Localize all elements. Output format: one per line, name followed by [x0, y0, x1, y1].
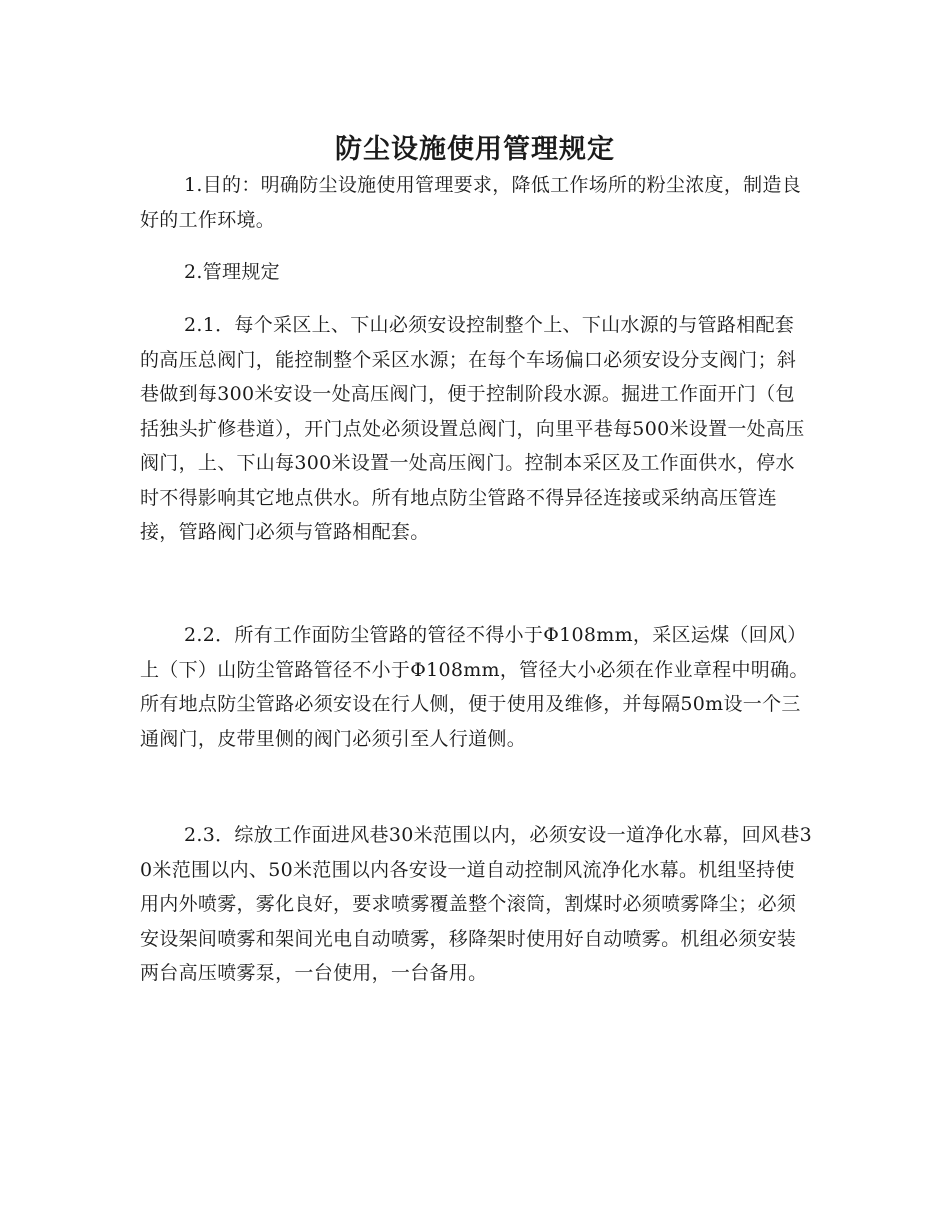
paragraph-section-heading: 2.管理规定 — [184, 261, 280, 283]
paragraph-purpose: 1.目的：明确防尘设施使用管理要求，降低工作场所的粉尘浓度，制造良好的工作环境。 — [140, 174, 802, 231]
paragraph-2-1: 2.1．每个采区上、下山必须安设控制整个上、下山水源的与管路相配套的高压总阀门，能控制整个采区水源；在每个车场偏口必须安设分支阀门；斜巷做到每300米安设一处高压阀门，便于控制阶段水源。掘进工作面开门（包括独头扩修巷道），开门点处必须设置总阀门，向里平巷每500米设置一处高压阀门，上、下山每300米设置一处高压阀门。控制本采区及工作面供水，停水时不得影响其它地点供水。所有地点防尘管路不得异径连接或采纳高压管连接，管路阀门必须与管路相配套。 — [140, 314, 805, 543]
paragraph-2-2: 2.2．所有工作面防尘管路的管径不得小于Φ108mm，采区运煤（回风）上（下）山防尘管路管径不小于Φ108mm，管径大小必须在作业章程中明确。所有地点防尘管路必须安设在行人侧，便于使用及维修，并每隔50m设一个三通阀门，皮带里侧的阀门必须引至人行道侧。 — [140, 624, 809, 750]
document-title: 防尘设施使用管理规定 — [335, 134, 615, 166]
paragraph-2-3: 2.3．综放工作面进风巷30米范围以内，必须安设一道净化水幕，回风巷30米范围以内、50米范围以内各安设一道自动控制风流净化水幕。机组坚持使用内外喷雾，雾化良好，要求喷雾覆盖整个滚筒，割煤时必须喷雾降尘；必须安设架间喷雾和架间光电自动喷雾，移降架时使用好自动喷雾。机组必须安装两台高压喷雾泵，一台使用，一台备用。 — [140, 824, 812, 984]
